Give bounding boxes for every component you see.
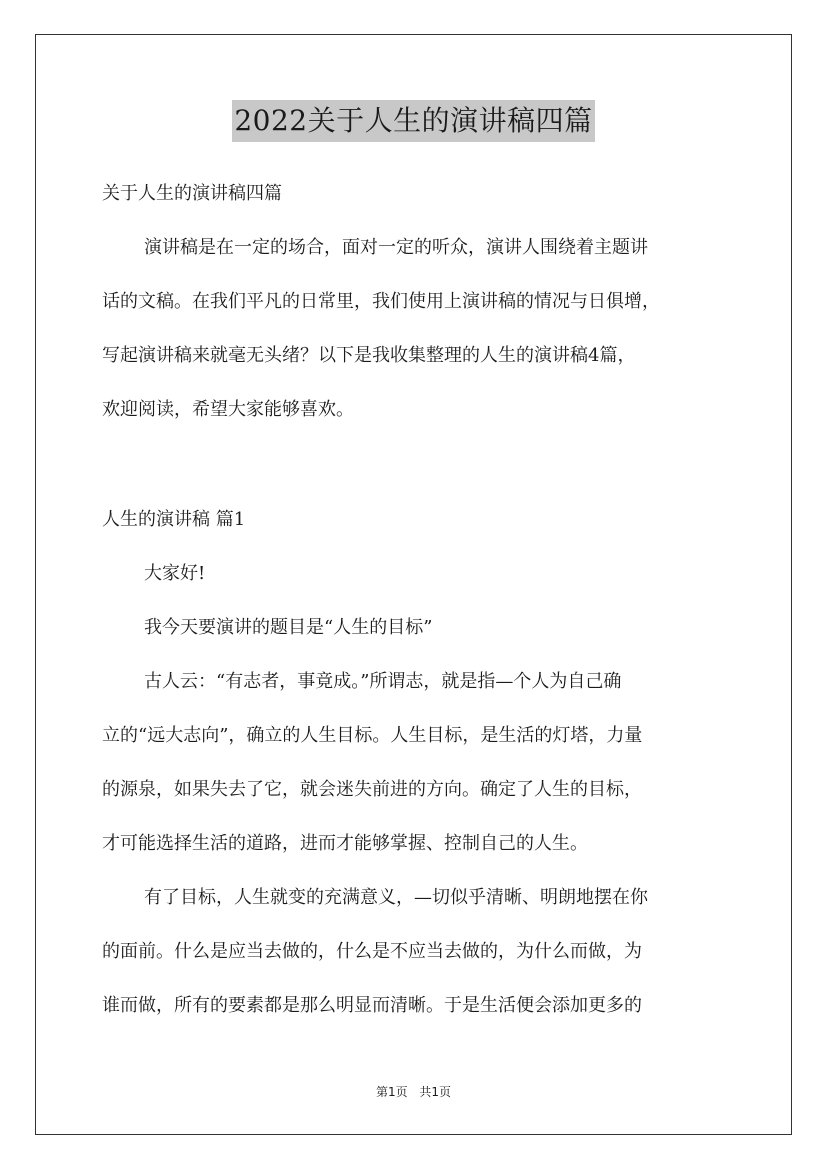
section-heading: 人生的演讲稿 篇1 [102,509,246,530]
greeting-line: 大家好! [144,563,206,584]
page-number: 第1页 [375,1085,408,1099]
document-title: 2022关于人生的演讲稿四篇 [232,100,594,142]
title-container [0,100,827,142]
paragraph-line: 才可能选择生活的道路，进而才能够掌握、控制自己的人生。 [102,833,588,854]
paragraph-line: 我今天要演讲的题目是“人生的目标” [144,617,433,638]
paragraph-line: 的源泉，如果失去了它，就会迷失前进的方向。确定了人生的目标， [102,779,642,800]
paragraph-line: 写起演讲稿来就毫无头绪？以下是我收集整理的人生的演讲稿4篇， [102,345,636,366]
paragraph-line: 的面前。什么是应当去做的，什么是不应当去做的，为什么而做，为 [102,941,642,962]
paragraph-line: 话的文稿。在我们平凡的日常里，我们使用上演讲稿的情况与日俱增， [102,291,660,312]
paragraph-line: 有了目标，人生就变的充满意义，—切似乎清晰、明朗地摆在你 [144,887,648,908]
paragraph-line: 古人云：“有志者，事竟成。”所谓志，就是指—个人为自己确 [144,671,622,692]
page-footer [0,1083,827,1100]
paragraph-line: 欢迎阅读，希望大家能够喜欢。 [102,399,354,420]
paragraph-line: 演讲稿是在一定的场合，面对一定的听众，演讲人围绕着主题讲 [144,237,648,258]
page-total: 共1页 [419,1085,452,1099]
paragraph-line: 立的“远大志向”，确立的人生目标。人生目标，是生活的灯塔，力量 [102,725,643,746]
paragraph-line: 谁而做，所有的要素都是那么明显而清晰。于是生活便会添加更多的 [102,995,642,1016]
document-subtitle: 关于人生的演讲稿四篇 [102,183,282,204]
